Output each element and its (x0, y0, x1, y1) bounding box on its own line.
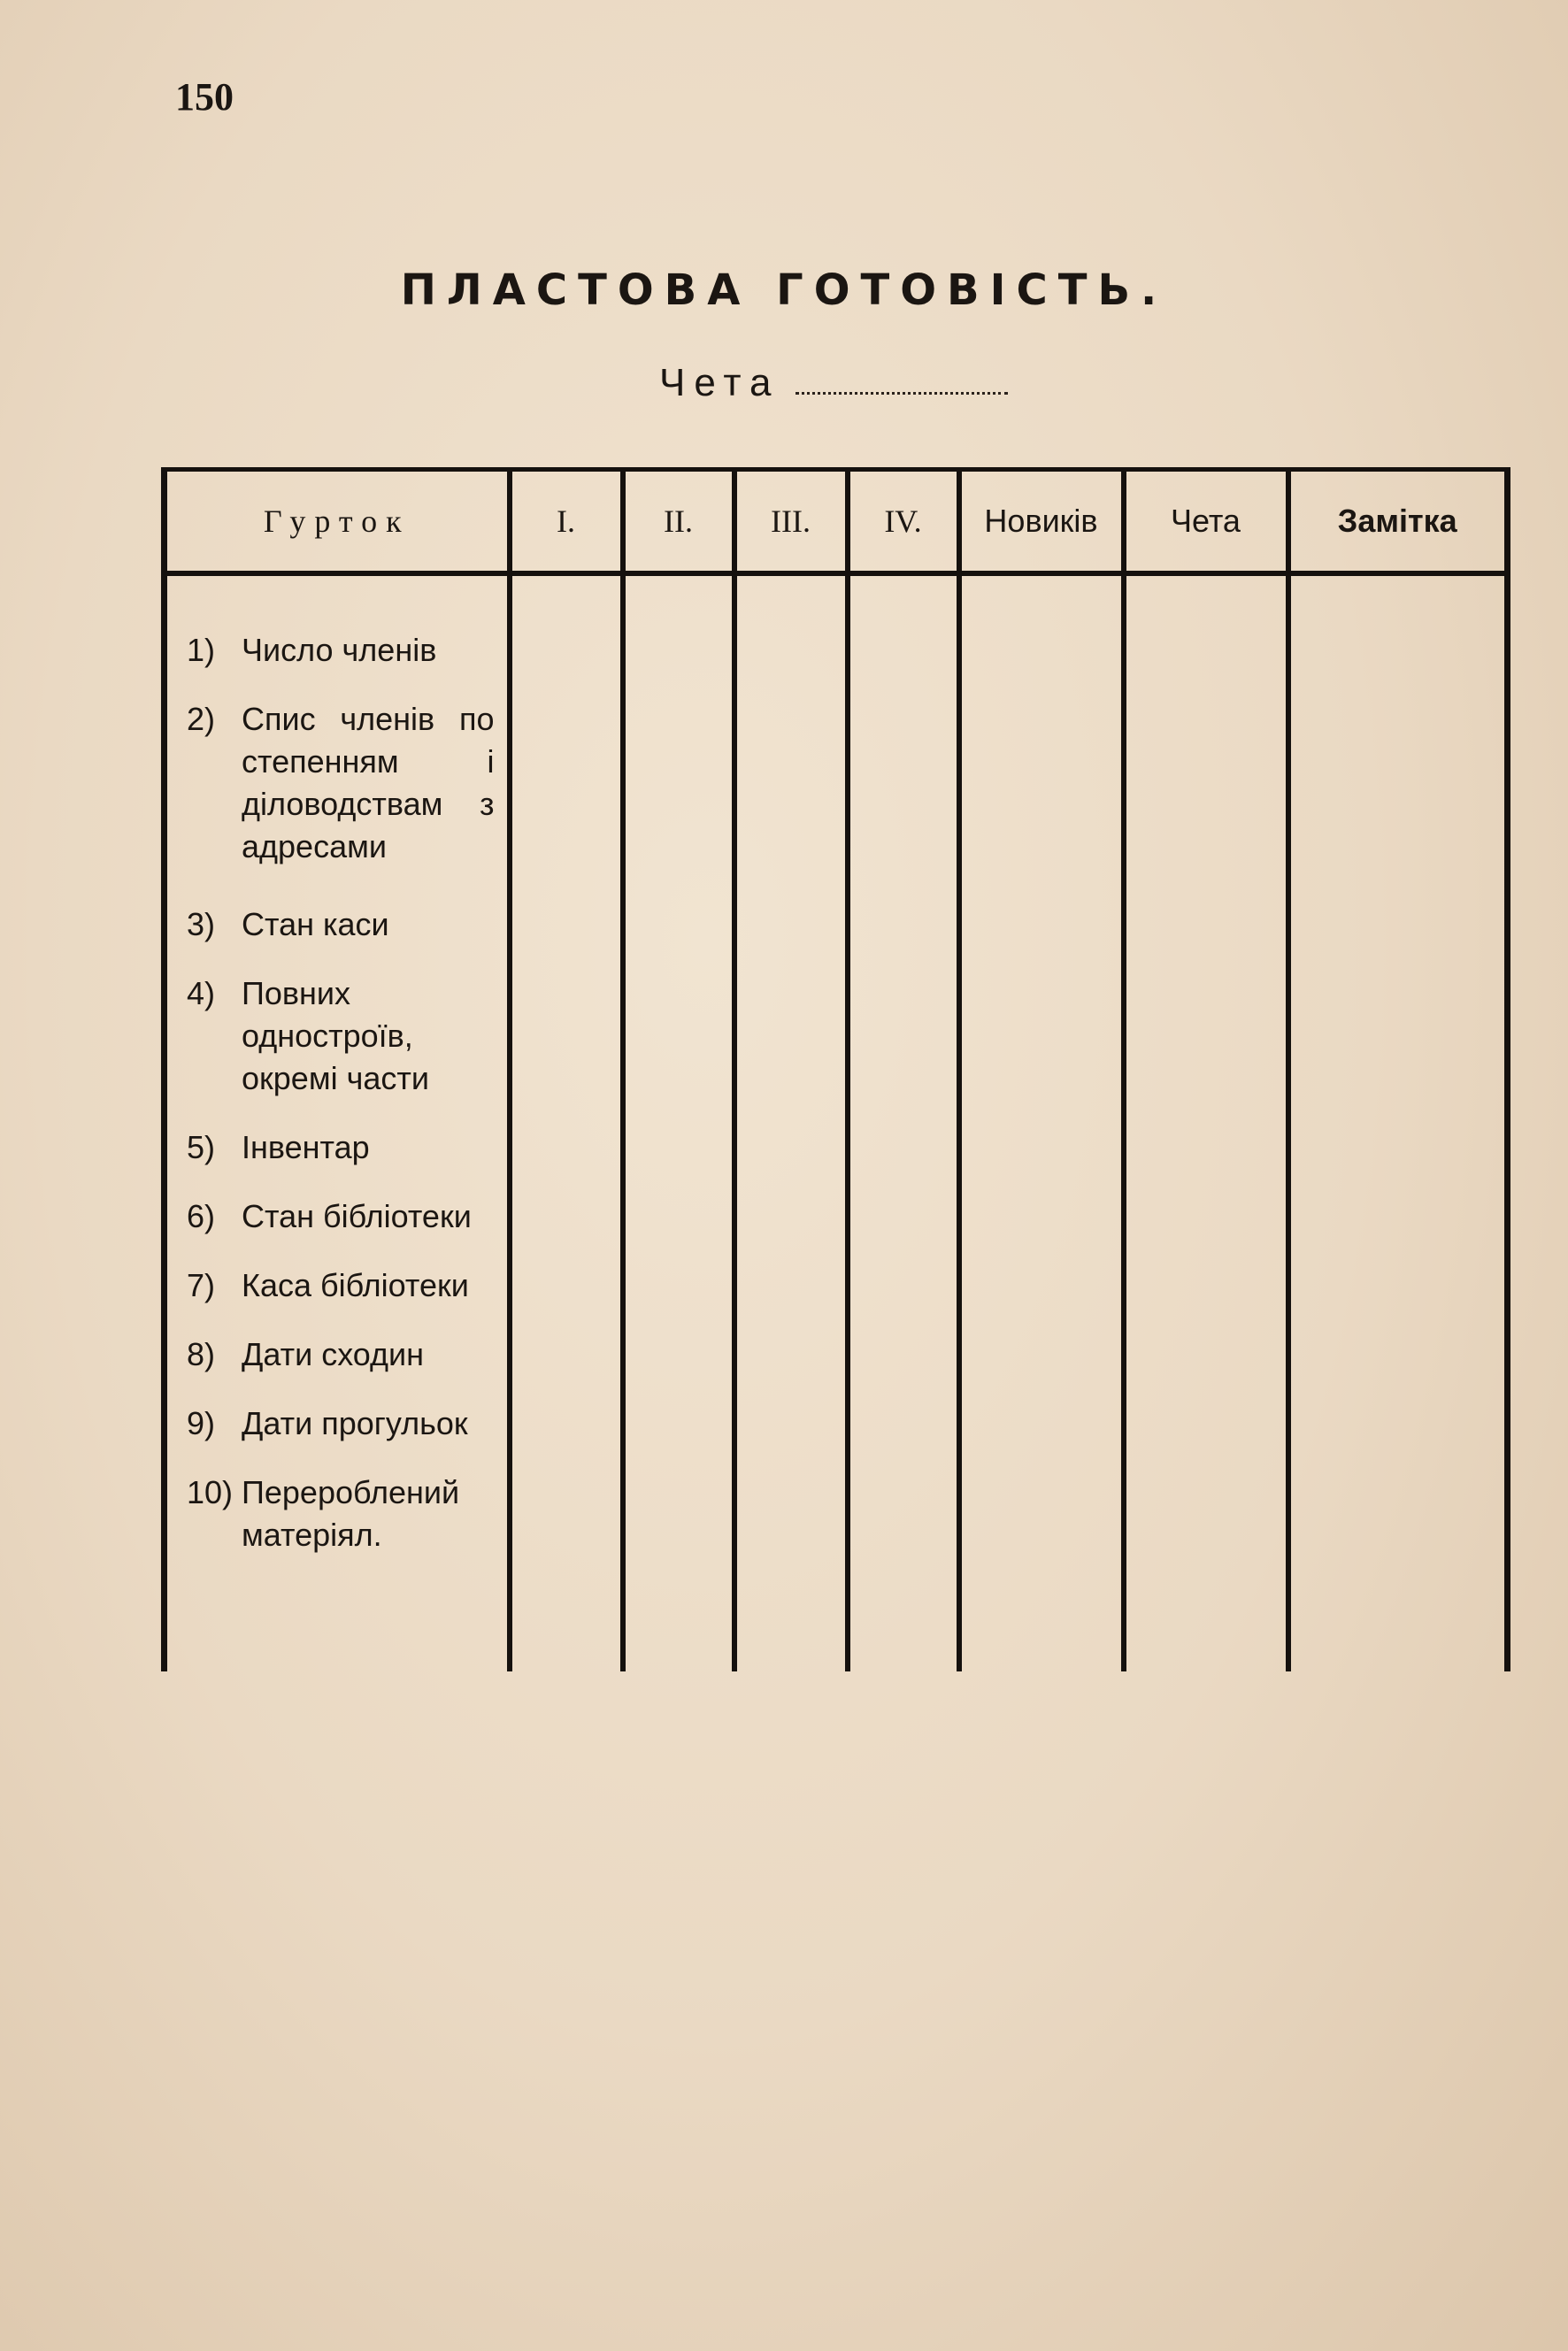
item-text: Перероблений матеріял. (242, 1474, 460, 1553)
item-number: 5) (187, 1129, 216, 1165)
page-number: 150 (175, 75, 234, 119)
item-number: 4) (187, 975, 216, 1011)
table-body-row (165, 573, 1508, 1671)
list-item (187, 1402, 495, 1445)
item-text: Дати сходин (242, 1336, 425, 1372)
list-item (187, 1471, 495, 1556)
items-cell (165, 573, 510, 1671)
cheta-label: Чета (659, 361, 780, 404)
items-list (167, 576, 507, 1556)
cell-note (1288, 573, 1508, 1671)
item-number: 10) (187, 1474, 234, 1510)
header-1: І. (510, 470, 623, 574)
table-header-row (165, 470, 1508, 574)
item-number: 8) (187, 1336, 216, 1372)
item-text: Повних одностроїв, окремі части (242, 975, 429, 1096)
list-item (187, 1333, 495, 1376)
cell-cheta (1124, 573, 1288, 1671)
item-number: 9) (187, 1405, 216, 1441)
item-text: Каса бібліотеки (242, 1267, 469, 1303)
cell-group-3 (734, 573, 848, 1671)
item-number: 7) (187, 1267, 216, 1303)
list-item (187, 972, 495, 1100)
item-number: 1) (187, 632, 216, 668)
list-item (187, 1195, 495, 1238)
cell-group-4 (848, 573, 959, 1671)
readiness-table (161, 467, 1510, 1671)
list-item (187, 698, 495, 868)
cheta-field (659, 361, 1008, 405)
item-text: Дати прогульок (242, 1405, 468, 1441)
header-cheta: Чета (1124, 470, 1288, 574)
item-text: Інвентар (242, 1129, 370, 1165)
item-text: Спис членів по степенням і діловодствам з адресами (242, 701, 495, 864)
header-novices: Новиків (959, 470, 1124, 574)
cell-novices (959, 573, 1124, 1671)
list-item (187, 1126, 495, 1169)
item-number: 6) (187, 1198, 216, 1234)
item-text: Число членів (242, 632, 437, 668)
item-text: Стан бібліотеки (242, 1198, 472, 1234)
list-item (187, 903, 495, 946)
list-item (187, 629, 495, 672)
cheta-blank-line (796, 392, 1008, 395)
list-item (187, 1264, 495, 1307)
cell-group-1 (510, 573, 623, 1671)
header-3: III. (734, 470, 848, 574)
item-text: Стан каси (242, 906, 389, 942)
document-title: ПЛАСТОВА ГОТОВІСТЬ. (400, 265, 1168, 315)
header-group: Гурток (165, 470, 510, 574)
header-2: II. (623, 470, 734, 574)
item-number: 3) (187, 906, 216, 942)
cell-group-2 (623, 573, 734, 1671)
header-note: Замітка (1288, 470, 1508, 574)
item-number: 2) (187, 701, 216, 737)
header-4: IV. (848, 470, 959, 574)
